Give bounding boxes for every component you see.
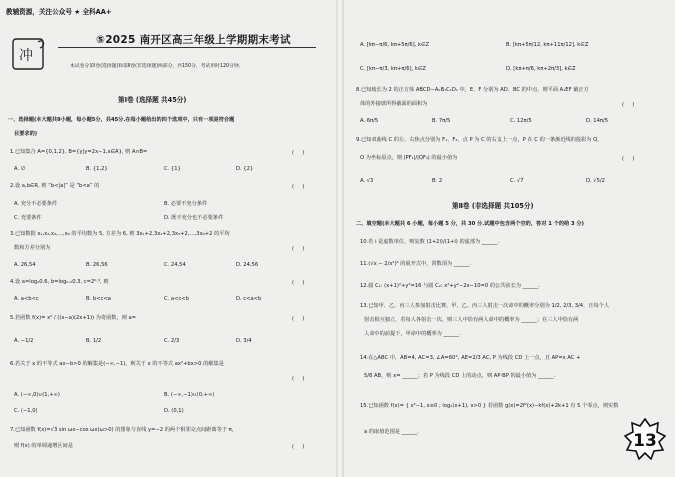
q3-option-a: A. 26,54 bbox=[14, 262, 36, 268]
q2-option-b: B. 必要不充分条件 bbox=[164, 201, 208, 207]
q15-line-2: a 的取值范围是 ______. bbox=[364, 429, 419, 435]
q5-option-b: B. 1/2 bbox=[86, 338, 102, 344]
q1-option-c: C. {1} bbox=[164, 166, 181, 172]
q9-option-b: B. 2 bbox=[432, 178, 443, 184]
q7-option-b: B. [kπ+5π/12, kπ+11π/12], k∈Z bbox=[506, 42, 589, 48]
q3-option-d: D. 24,56 bbox=[236, 262, 259, 268]
part1-heading: 第Ⅰ卷 (选择题 共45分) bbox=[118, 96, 187, 104]
q8-option-d: D. 14π/5 bbox=[586, 118, 609, 124]
q7-stem: 7.已知函数 f(x)=√3 sin ωx−cos ωx(ω>0) 的图象与直线 y=−2 的两个相邻交点间距离等于 π， bbox=[10, 427, 237, 433]
q1-option-d: D. {2} bbox=[236, 166, 254, 172]
part2-heading: 第Ⅱ卷 (非选择题 共105分) bbox=[452, 202, 534, 210]
q2-option-a: A. 充分不必要条件 bbox=[14, 201, 58, 207]
q2-option-d: D. 既不充分也不必要条件 bbox=[164, 215, 224, 221]
top-note: 教辅资源，关注公众号 ★ 全科AA+ bbox=[6, 8, 112, 16]
exam-subtitle: 本试卷分第Ⅰ卷(选择题)和第Ⅱ卷(非选择题)两部分，共150分，考试用时120分钟。 bbox=[70, 64, 244, 69]
q6-option-a: A. (−∞,0)∪(1,+∞) bbox=[14, 392, 60, 398]
q9-option-c: C. √7 bbox=[510, 178, 524, 184]
q7-stem-2: 则 f(x) 的单调递增区间是 bbox=[14, 443, 73, 449]
q3-option-c: C. 24,54 bbox=[164, 262, 186, 268]
q5-option-d: D. 3/4 bbox=[236, 338, 252, 344]
q8-option-b: B. 7π/5 bbox=[432, 118, 451, 124]
q9-option-d: D. √5/2 bbox=[586, 178, 605, 184]
q4-option-b: B. b<c<a bbox=[86, 296, 111, 302]
page-number-badge bbox=[624, 418, 666, 460]
q8-option-c: C. 12π/5 bbox=[510, 118, 532, 124]
q9-stem-2: O 为坐标原点，则 |PF₁|/|QF₂| 的最小值为 bbox=[360, 155, 458, 161]
title-rule bbox=[58, 47, 316, 48]
q13-line-1: 13.已知甲、乙、丙三人参加射击比赛，甲、乙、丙三人射击一次命中的概率分别为 1/2, 2/3, 3/4，且每个人 bbox=[360, 303, 610, 309]
q10: 10.若 i 是虚数单位，则复数 (1+2i)/(1+i) 的虚部为 ______. bbox=[360, 239, 500, 245]
q15-line-1: 15.已知函数 f(x)= { x²−1, x≤0 ; log₂(x+1), x>0 } 若函数 g(x)=2f²(x)−kf(x)+2k+1 有 5 个零点，则实数 bbox=[360, 403, 619, 409]
q14-line-2: 5/8 AB，则 x= ______；若 P 为线段 CD 上的动点，则 AP·BP 的最小值为 ______. bbox=[364, 373, 556, 379]
page-number: 13 bbox=[633, 431, 657, 451]
exam-title: ⑤2025 南开区高三年级上学期期末考试 bbox=[96, 34, 291, 46]
q5-option-a: A. −1/2 bbox=[14, 338, 34, 344]
instructions-line-2: 目要求的) bbox=[14, 131, 38, 137]
q3-option-b: B. 26,56 bbox=[86, 262, 108, 268]
q4-stem: 4.设 a=log₂0.6, b=log₀.₅0.3, c=2⁰·³, 则 bbox=[10, 279, 109, 285]
q8-stem: 8.已知棱长为 2 的正方体 ABCD−A₁B₁C₁D₁ 中，E、F 分别为 AD、BC 的中点，则平面 A₁EF 截正方 bbox=[356, 87, 589, 93]
q6-option-b: B. (−∞,−1)∪(0,+∞) bbox=[164, 392, 215, 398]
q6-option-c: C. (−1,0) bbox=[14, 408, 38, 414]
publisher-logo bbox=[10, 36, 48, 74]
q1-option-a: A. ∅ bbox=[14, 166, 26, 172]
q1-option-b: B. {1,2} bbox=[86, 166, 108, 172]
q13-line-2: 射击相互独立，若每人各射击一次，则三人中恰有两人命中的概率为 ______；在三人中恰有两 bbox=[364, 317, 579, 323]
q6-option-d: D. (0,1) bbox=[164, 408, 184, 414]
q7-option-a: A. [kπ−π/6, kπ+5π/6], k∈Z bbox=[360, 42, 430, 48]
q7-option-c: C. [kπ−π/3, kπ+π/6], k∈Z bbox=[360, 66, 426, 72]
q5-option-c: C. 2/3 bbox=[164, 338, 180, 344]
q8-stem-2: 体的外接球所得截面的面积为 bbox=[360, 101, 428, 107]
q4-option-c: C. a<c<b bbox=[164, 296, 189, 302]
instructions-line-1: 一、选择题(本大题共9小题，每小题5分，共45分.在每小题给出的四个选项中，只有一项是符合题 bbox=[8, 117, 235, 123]
q7-option-d: D. [kπ+π/6, kπ+2π/3], k∈Z bbox=[506, 66, 576, 72]
q12: 12.圆 C₁: (x+1)²+y²=16 与圆 C₂: x²+y²−2x−10=0 的公共弦长为 ______. bbox=[360, 283, 540, 289]
fill-instructions: 二、填空题(本大题共 6 小题，每小题 5 分，共 30 分.试题中包含两个空的，答对 1 个的给 3 分) bbox=[356, 221, 584, 227]
q1-stem: 1.已知集合 A={0,1,2}, B={y|y=2x−1,x∈A}, 则 A∩B= bbox=[10, 149, 148, 155]
q5-stem: 5.若函数 f(x)= x² / ((x−a)(2x+1)) 为奇函数，则 a= bbox=[10, 315, 136, 321]
q2-stem: 2.设 a,b∈R, 则 “b<|a|” 是 “b<a” 的 bbox=[10, 183, 100, 189]
q6-stem: 6.若关于 x 的不等式 ax−b>0 的解集是(−∞,−1)，则关于 x 的不等式 ax²+bx>0 的解集是 bbox=[10, 361, 224, 367]
q9-option-a: A. √3 bbox=[360, 178, 374, 184]
page-fold bbox=[336, 0, 344, 477]
q9-stem: 9.已知双曲线 C 的左、右焦点分别为 F₁、F₂，点 P 为 C 的右支上一点，P 在 C 的一条渐近线的投影为 Q， bbox=[356, 137, 603, 143]
q4-option-d: D. c<a<b bbox=[236, 296, 262, 302]
exam-paper-scan: 教辅资源，关注公众号 ★ 全科AA+ 冲 ⑤2025 南开区高三年级上学期期末考试 本试卷分第Ⅰ卷(选择题)和第Ⅱ卷(非选择题)两部分，共150分，考试用时120分钟。 第Ⅰ卷 (选择题 共45分) 一、选择题(本大题共9小题，每小题5分，共45分.在每小题给出的四个选项中，只有一项是符合题 目要求的) 1.已知集合 A={0,1,2}, B={y|y=2x−1,x∈A}, 则 A∩B= ( ) A. ∅ B. {1,2} C. {1} D. {2} 2.设 a,b∈R, 则 “b<|a|” 是 “b<a” 的 ( ) A. 充分不必要条件 B. 必要不充分条件 C. 充要条件 D. 既不充分也不必要条件 3.已知数据 x₁,x₂,x₃,…,x₈ 的平均数为 5, 方差为 6, 则 3x₁+2,3x₂+2,3x₃+2,…,3x₈+2 的平均 数和方差分别为 ( ) A. 26,54 B. 26,56 C. 24,54 D. 24,56 4.设 a=log₂0.6, b=log₀.₅0.3, c=2⁰·³, 则 ( ) A. a<b<c B. b<c<a C. a<c<b D. c<a<b 5.若函数 f(x)= x² / ((x−a)(2x+1)) 为奇函数，则 a= ( ) A. −1/2 B. 1/2 C. 2/3 D. 3/4 6.若关于 x 的不等式 ax−b>0 的解集是(−∞,−1)，则关于 x 的不等式 ax²+bx>0 的解集是 ( ) A. (−∞,0)∪(1,+∞) B. (−∞,−1)∪(0,+∞) C. (−1,0) D. (0,1) 7.已知函数 f(x)=√3 sin ωx−cos ωx(ω>0) 的图象与直线 y=−2 的两个相邻交点间距离等于 π， 则 f(x) 的单调递增区间是 ( ) A. [kπ−π/6, kπ+5π/6], k∈Z B. [kπ+5π/12, kπ+11π/12], k∈Z C. [kπ−π/3, kπ+π/6], k∈Z D. [kπ+π/6, kπ+2π/3], k∈Z 8.已知棱长为 2 的正方体 ABCD−A₁B₁C₁D₁ 中，E、F 分别为 AD、BC 的中点，则平面 A₁EF 截正方 体的外接球所得截面的面积为 ( ) A. 6π/5 B. 7π/5 C. 12π/5 D. 14π/5 9.已知双曲线 C 的左、右焦点分别为 F₁、F₂，点 P 为 C 的右支上一点，P 在 C 的一条渐近线的投影为 Q， O 为坐标原点，则 |PF₁|/|QF₂| 的最小值为 ( ) A. √3 B. 2 C. √7 D. √5/2 第Ⅱ卷 (非选择题 共105分) 二、填空题(本大题共 6 小题，每小题 5 分，共 30 分.试题中包含两个空的，答对 1 个的给 3 分) 10.若 i 是虚数单位，则复数 (1+2i)/(1+i) 的虚部为 ______. 11.(√x − 2/x²)⁶ 的展开式中，常数项为 ______. 12.圆 C₁: (x+1)²+y²=16 与圆 C₂: x²+y²−2x−10=0 的公共弦长为 ______. 13.已知甲、乙、丙三人参加射击比赛，甲、乙、丙三人射击一次命中的概率分别为 1/2, 2/3, 3/4，且每个人 射击相互独立，若每人各射击一次，则三人中恰有两人命中的概率为 ______；在三人中恰有两 人命中的前提下，甲命中的概率为 ______. 14.在△ABC 中，AB=4, AC=3, ∠A=60°, AE=2/3 AC, P 为线段 CD 上一点，且 AP=x AC + 5/8 AB，则 x= ______；若 P 为线段 CD 上的动点，则 AP·BP 的最小值为 ______. 15.已知函数 f(x)= { x²−1, x≤0 ; log₂(x+1), x>0 } 若函数 g(x)=2f²(x)−kf(x)+2k+1 有 5 个零点，则实数 a 的取值范围是 ______. 13 bbox=[0, 0, 675, 477]
q14-line-1: 14.在△ABC 中，AB=4, AC=3, ∠A=60°, AE=2/3 AC, P 为线段 CD 上一点，且 AP=x AC + bbox=[360, 355, 581, 361]
svg-text:冲: 冲 bbox=[19, 48, 33, 64]
q8-option-a: A. 6π/5 bbox=[360, 118, 379, 124]
q4-option-a: A. a<b<c bbox=[14, 296, 39, 302]
q13-line-3: 人命中的前提下，甲命中的概率为 ______. bbox=[364, 331, 461, 337]
q11: 11.(√x − 2/x²)⁶ 的展开式中，常数项为 ______. bbox=[360, 261, 471, 267]
q3-stem-2: 数和方差分别为 bbox=[14, 245, 51, 251]
q2-option-c: C. 充要条件 bbox=[14, 215, 42, 221]
q3-stem: 3.已知数据 x₁,x₂,x₃,…,x₈ 的平均数为 5, 方差为 6, 则 3x₁+2,3x₂+2,3x₃+2,…,3x₈+2 的平均 bbox=[10, 231, 230, 237]
